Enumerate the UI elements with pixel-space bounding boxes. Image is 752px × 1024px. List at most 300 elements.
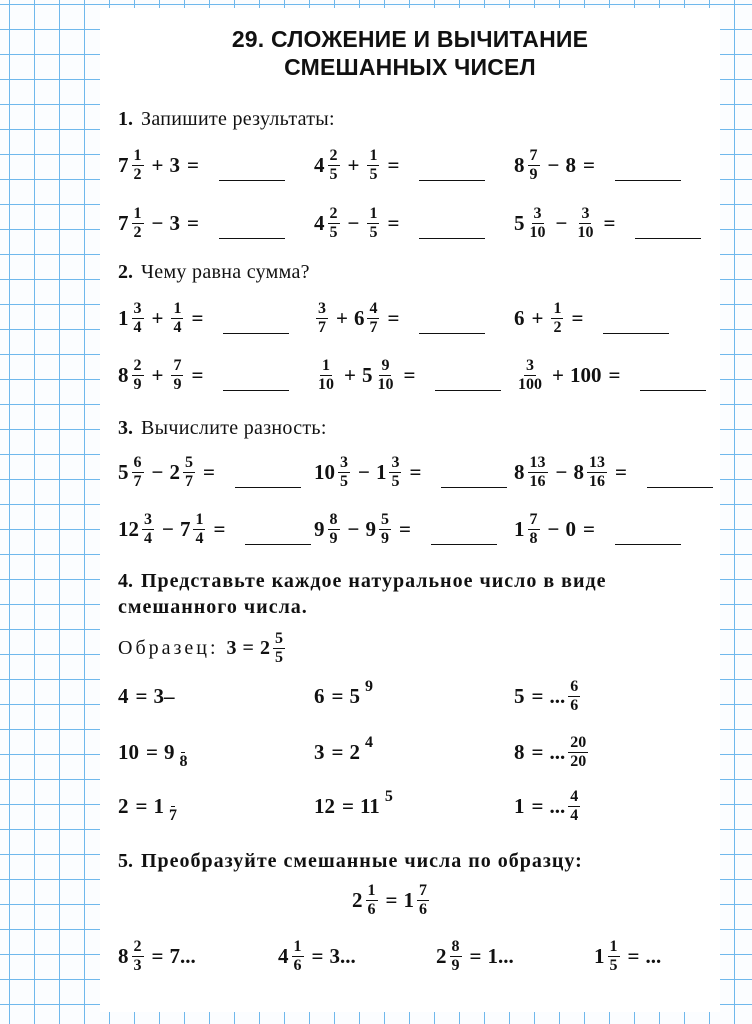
expression xyxy=(314,145,485,185)
number: 6 xyxy=(314,683,325,708)
number: 3 xyxy=(169,210,180,235)
fraction xyxy=(528,454,548,491)
number: 12 xyxy=(314,793,335,818)
number: 3 xyxy=(169,152,180,177)
task-instruction: Запишите результаты: xyxy=(141,108,335,130)
equals-sign: = xyxy=(146,739,158,764)
fraction xyxy=(575,205,595,242)
answer-blank xyxy=(615,524,681,545)
numerator: 2 xyxy=(329,146,338,164)
denominator: 7 xyxy=(184,472,193,490)
equals-sign: = xyxy=(409,459,422,484)
result-stub: 7... xyxy=(169,943,196,968)
operator: − xyxy=(555,459,568,484)
denominator: 4 xyxy=(133,318,142,336)
operator: + xyxy=(531,305,544,330)
fraction xyxy=(132,300,144,337)
task-2-heading xyxy=(118,261,310,284)
equals-sign: = xyxy=(531,793,544,818)
expression xyxy=(514,676,582,716)
numerator: 3 xyxy=(533,204,542,222)
numerator: 1 xyxy=(133,146,142,164)
whole-part: 2 xyxy=(259,636,270,659)
equals-sign: = xyxy=(331,739,344,764)
numerator: 5 xyxy=(274,629,283,647)
denominator: 7 xyxy=(168,806,177,824)
operator: + xyxy=(552,362,564,387)
fraction xyxy=(132,147,144,184)
denominator: 5 xyxy=(609,956,618,974)
fraction xyxy=(193,511,205,548)
whole-part: 8 xyxy=(118,943,129,968)
expression xyxy=(118,509,311,549)
denominator: 9 xyxy=(173,375,182,393)
whole-part: 4 xyxy=(278,943,289,968)
page-title-line2: СМЕШАННЫХ ЧИСЕЛ xyxy=(284,54,536,80)
task-instruction-cont: смешанного числа. xyxy=(118,596,308,618)
answer-blank xyxy=(419,160,485,181)
number: 3 xyxy=(314,739,325,764)
number: 10 xyxy=(118,739,139,764)
operator: + xyxy=(151,305,164,330)
numerator: 13 xyxy=(588,453,605,471)
fraction xyxy=(177,678,181,714)
denominator: 5 xyxy=(340,472,348,490)
operator: − xyxy=(151,459,164,484)
answer-blank xyxy=(431,524,497,545)
whole-part: 2 xyxy=(436,943,447,968)
operator: − xyxy=(151,210,164,235)
denominator: 6 xyxy=(570,696,579,714)
task-4-heading xyxy=(118,570,606,593)
expression xyxy=(118,732,191,772)
equals-sign: = xyxy=(531,739,544,764)
numerator: 2 xyxy=(133,937,142,955)
expression xyxy=(314,355,501,395)
equals-sign: = xyxy=(191,305,204,330)
task-instruction: Чему равна сумма? xyxy=(141,261,310,283)
fraction xyxy=(363,734,375,770)
numerator xyxy=(171,788,175,807)
task-number: 3. xyxy=(118,417,133,439)
equals-sign: = xyxy=(191,362,204,387)
denominator: 8 xyxy=(179,752,188,770)
denominator xyxy=(367,752,371,770)
denominator: 20 xyxy=(570,752,587,770)
equals-sign: = xyxy=(614,459,627,484)
task-1-heading xyxy=(118,108,335,131)
denominator: 5 xyxy=(391,472,400,490)
fraction xyxy=(328,147,340,184)
expression xyxy=(514,298,669,338)
numerator: 4 xyxy=(364,734,373,751)
whole-part: 1 xyxy=(375,459,387,484)
expression xyxy=(514,732,590,772)
task-4-heading-line2 xyxy=(118,596,308,619)
numerator: 1 xyxy=(369,204,378,222)
numerator: 1 xyxy=(609,937,618,955)
denominator: 6 xyxy=(293,956,302,974)
equals-sign: = xyxy=(186,152,199,177)
operator: − xyxy=(347,210,360,235)
denominator: 7 xyxy=(318,318,326,336)
numerator: 1 xyxy=(322,356,330,374)
whole-part: 8 xyxy=(573,459,584,484)
numerator: 1 xyxy=(293,937,302,955)
operator: + xyxy=(344,362,356,387)
numerator: 7 xyxy=(173,356,182,374)
whole-part: 2 xyxy=(169,459,180,484)
numerator: 13 xyxy=(529,453,546,471)
fraction xyxy=(316,300,328,337)
whole-part: 7 xyxy=(179,516,191,541)
numerator: 3 xyxy=(526,356,534,374)
fraction xyxy=(528,147,540,184)
numerator: 3 xyxy=(144,510,152,528)
expression xyxy=(118,676,183,716)
answer-blank xyxy=(219,218,285,239)
denominator: 6 xyxy=(367,900,376,918)
equals-sign: = xyxy=(469,943,482,968)
expression xyxy=(118,786,181,826)
sample-lhs: 3 xyxy=(226,636,237,659)
denominator: 2 xyxy=(133,165,142,183)
denominator: 5 xyxy=(274,648,283,666)
denominator: 2 xyxy=(133,223,142,241)
whole-part: 1 xyxy=(514,516,525,541)
whole-part: 2 xyxy=(349,739,360,764)
expression xyxy=(314,786,397,826)
denominator: 16 xyxy=(588,472,605,490)
equals-sign: = xyxy=(582,516,595,541)
denominator: 5 xyxy=(329,165,338,183)
whole-part: ... xyxy=(549,683,566,708)
result-stub: 1... xyxy=(487,943,514,968)
operator: − xyxy=(162,516,174,541)
denominator: 100 xyxy=(518,375,542,393)
answer-blank xyxy=(219,160,285,181)
equals-sign: = xyxy=(135,793,148,818)
numerator: 1 xyxy=(367,881,376,899)
expression xyxy=(314,452,507,492)
numerator: 3 xyxy=(318,299,326,317)
whole-part: 11 xyxy=(359,793,380,818)
fraction xyxy=(132,357,144,394)
numerator: 4 xyxy=(570,787,579,805)
numerator: 3 xyxy=(133,299,142,317)
denominator: 3 xyxy=(133,956,142,974)
whole-part: 7 xyxy=(118,152,129,177)
whole-part: 3– xyxy=(153,683,175,708)
fraction xyxy=(568,734,588,771)
fraction xyxy=(608,938,620,975)
numerator: 5 xyxy=(384,788,393,805)
number: 1 xyxy=(514,793,525,818)
denominator: 4 xyxy=(570,806,579,824)
fraction xyxy=(167,788,179,825)
numerator: 7 xyxy=(529,146,538,164)
numerator: 5 xyxy=(184,453,193,471)
expression xyxy=(314,676,377,716)
expression xyxy=(314,732,377,772)
denominator: 5 xyxy=(369,223,378,241)
fraction xyxy=(516,357,544,394)
sample-label: Образец: xyxy=(118,636,219,659)
fraction xyxy=(338,454,350,491)
equals-sign: = xyxy=(571,305,584,330)
operator: − xyxy=(347,516,360,541)
whole-part: 9 xyxy=(163,739,175,764)
fraction xyxy=(379,511,391,548)
number: 8 xyxy=(565,152,576,177)
whole-part: 9 xyxy=(314,516,325,541)
denominator: 9 xyxy=(133,375,142,393)
whole-part: 9 xyxy=(365,516,376,541)
numerator xyxy=(177,678,181,696)
whole-part: 4 xyxy=(314,210,325,235)
whole-part: 1 xyxy=(153,793,164,818)
number: 0 xyxy=(565,516,576,541)
numerator: 1 xyxy=(195,510,204,528)
equals-sign: = xyxy=(342,793,354,818)
numerator: 6 xyxy=(133,453,142,471)
numerator: 8 xyxy=(329,510,338,528)
equals-sign: = xyxy=(387,210,400,235)
denominator xyxy=(177,696,181,714)
equals-sign: = xyxy=(202,459,215,484)
expression xyxy=(118,936,197,976)
fraction xyxy=(528,511,540,548)
expression xyxy=(118,298,289,338)
operator: − xyxy=(547,516,560,541)
numerator: 7 xyxy=(529,510,538,528)
denominator xyxy=(387,806,391,824)
task-number: 4. xyxy=(118,570,133,592)
whole-part: ... xyxy=(549,793,566,818)
fraction xyxy=(375,357,395,394)
whole-part: 5 xyxy=(349,683,360,708)
task-number: 5. xyxy=(118,850,133,872)
task-5-heading xyxy=(118,850,583,873)
whole-part: 10 xyxy=(314,459,335,484)
whole-part: 8 xyxy=(118,362,129,387)
equals-sign: = xyxy=(242,636,254,659)
numerator: 3 xyxy=(391,453,400,471)
numerator: 4 xyxy=(369,299,378,317)
fraction xyxy=(183,454,195,491)
fraction xyxy=(328,205,340,242)
equals-sign: = xyxy=(531,683,544,708)
operator: − xyxy=(555,210,568,235)
task-5-sample xyxy=(352,880,431,920)
number: 100 xyxy=(569,362,602,387)
fraction xyxy=(171,357,183,394)
whole-part: 6 xyxy=(353,305,365,330)
denominator: 10 xyxy=(529,223,546,241)
fraction xyxy=(417,882,429,919)
whole-part: 7 xyxy=(118,210,129,235)
equals-sign: = xyxy=(135,683,148,708)
numerator: 9 xyxy=(364,678,373,695)
fraction xyxy=(328,511,340,548)
fraction xyxy=(132,454,144,491)
equals-sign: = xyxy=(151,943,164,968)
fraction xyxy=(389,454,401,491)
numerator: 2 xyxy=(329,204,338,222)
numerator: 2 xyxy=(133,356,142,374)
expression xyxy=(514,509,681,549)
numerator: 1 xyxy=(553,299,562,317)
expression xyxy=(118,355,289,395)
operator: + xyxy=(336,305,348,330)
equals-sign: = xyxy=(582,152,595,177)
denominator: 5 xyxy=(369,165,378,183)
equals-sign: = xyxy=(311,943,324,968)
equals-sign: = xyxy=(608,362,621,387)
whole-part: 5 xyxy=(514,210,525,235)
whole-part: 4 xyxy=(314,152,325,177)
whole-part: 1 xyxy=(594,943,605,968)
numerator: 7 xyxy=(418,881,427,899)
answer-blank xyxy=(235,467,301,488)
whole-part: 8 xyxy=(514,459,525,484)
fraction xyxy=(177,734,189,771)
equals-sign: = xyxy=(627,943,640,968)
denominator: 10 xyxy=(577,223,594,241)
denominator: 9 xyxy=(529,165,538,183)
denominator: 9 xyxy=(329,529,338,547)
expression xyxy=(314,298,485,338)
denominator: 16 xyxy=(529,472,546,490)
number: 6 xyxy=(514,305,525,330)
expression xyxy=(118,452,301,492)
equals-sign: = xyxy=(387,305,400,330)
fraction xyxy=(363,678,375,714)
fraction xyxy=(132,205,144,242)
answer-blank xyxy=(603,313,669,334)
denominator: 5 xyxy=(329,223,338,241)
expression xyxy=(514,452,713,492)
fraction xyxy=(568,678,580,715)
fraction xyxy=(316,357,336,394)
expression xyxy=(514,145,681,185)
numerator: 1 xyxy=(369,146,378,164)
denominator: 6 xyxy=(418,900,427,918)
numerator: 1 xyxy=(133,204,142,222)
answer-blank xyxy=(419,218,485,239)
numerator: 20 xyxy=(570,733,587,751)
answer-blank xyxy=(441,467,507,488)
denominator xyxy=(367,696,371,714)
expression xyxy=(278,936,357,976)
operator: + xyxy=(151,362,164,387)
whole-part: 2 xyxy=(352,887,363,912)
fraction xyxy=(171,300,183,337)
fraction xyxy=(450,938,462,975)
operator: + xyxy=(151,152,164,177)
number: 4 xyxy=(118,683,129,708)
whole-part: 5 xyxy=(361,362,373,387)
equals-sign: = xyxy=(385,887,398,912)
number: 8 xyxy=(514,739,525,764)
expression xyxy=(314,203,485,243)
denominator: 4 xyxy=(144,529,152,547)
numerator: 3 xyxy=(340,453,348,471)
denominator: 4 xyxy=(173,318,182,336)
fraction xyxy=(568,788,580,825)
fraction xyxy=(367,147,379,184)
denominator: 10 xyxy=(318,375,334,393)
answer-blank xyxy=(223,370,289,391)
answer-blank xyxy=(245,524,311,545)
whole-part: ... xyxy=(549,739,566,764)
fraction xyxy=(367,300,379,337)
answer-blank xyxy=(435,370,501,391)
operator: + xyxy=(347,152,360,177)
denominator: 10 xyxy=(377,375,394,393)
denominator: 7 xyxy=(369,318,378,336)
number: 2 xyxy=(118,793,129,818)
numerator xyxy=(181,734,185,753)
answer-blank xyxy=(640,370,706,391)
whole-part: 5 xyxy=(118,459,129,484)
answer-blank xyxy=(615,160,681,181)
equals-sign: = xyxy=(398,516,411,541)
task-number: 2. xyxy=(118,261,133,283)
task-number: 1. xyxy=(118,108,133,130)
number: 5 xyxy=(514,683,525,708)
numerator: 3 xyxy=(581,204,590,222)
expression xyxy=(118,145,285,185)
fraction xyxy=(367,205,379,242)
equals-sign: = xyxy=(603,210,616,235)
fraction xyxy=(528,205,548,242)
numerator: 5 xyxy=(380,510,389,528)
page-title-line1: 29. СЛОЖЕНИЕ И ВЫЧИТАНИЕ xyxy=(231,26,589,52)
expression xyxy=(514,786,582,826)
task-instruction: Вычислите разность: xyxy=(141,417,327,439)
denominator: 8 xyxy=(529,529,538,547)
equals-sign: = xyxy=(213,516,226,541)
fraction xyxy=(383,788,395,824)
answer-blank xyxy=(419,313,485,334)
result-stub: ... xyxy=(645,943,662,968)
fraction xyxy=(142,511,154,548)
denominator: 7 xyxy=(133,472,142,490)
equals-sign: = xyxy=(403,362,416,387)
expression xyxy=(514,203,701,243)
equals-sign: = xyxy=(387,152,400,177)
expression xyxy=(514,355,706,395)
fraction xyxy=(273,630,285,667)
task-4-sample xyxy=(118,628,287,668)
numerator: 8 xyxy=(451,937,460,955)
operator: − xyxy=(547,152,560,177)
fraction xyxy=(587,454,607,491)
expression xyxy=(118,203,285,243)
equals-sign: = xyxy=(331,683,344,708)
task-instruction: Преобразуйте смешанные числа по образцу: xyxy=(141,850,583,872)
task-3-heading xyxy=(118,417,327,440)
task-instruction: Представьте каждое натуральное число в виде xyxy=(141,570,607,592)
expression xyxy=(314,509,497,549)
answer-blank xyxy=(635,218,701,239)
equals-sign: = xyxy=(186,210,199,235)
whole-part: 12 xyxy=(118,516,139,541)
numerator: 1 xyxy=(173,299,182,317)
operator: − xyxy=(358,459,370,484)
fraction xyxy=(366,882,378,919)
